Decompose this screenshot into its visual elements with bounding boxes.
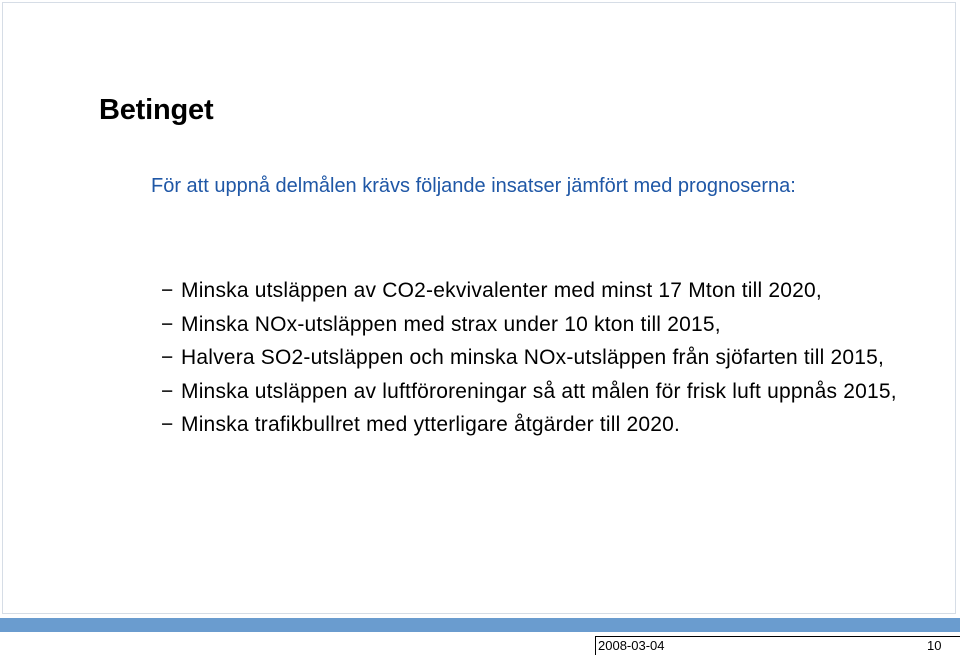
bullet-text: Minska trafikbullret med ytterligare åtgärder till 2020. <box>181 413 681 436</box>
slide-title: Betinget <box>99 94 214 126</box>
dash-bullet-icon: − <box>161 413 174 436</box>
bullet-text: Minska utsläppen av luftföroreningar så att målen för frisk luft uppnås 2015, <box>181 379 897 403</box>
bullet-text: Minska NOx-utsläppen med strax under 10 kton till 2015, <box>181 312 721 336</box>
bullet-text: Halvera SO2-utsläppen och minska NOx-utsläppen från sjöfarten till 2015, <box>181 346 885 369</box>
bullet-text: Minska utsläppen av CO2-ekvivalenter med minst 17 Mton till 2020, <box>181 279 822 302</box>
dash-bullet-icon: − <box>161 312 174 336</box>
bullet-item <box>159 311 899 340</box>
slide-intro: För att uppnå delmålen krävs följande insatser jämfört med prognoserna: <box>151 175 796 197</box>
page-number: 10 <box>927 638 942 653</box>
dash-bullet-icon: − <box>161 346 174 369</box>
bullet-item <box>159 277 899 306</box>
bullet-item <box>159 378 899 407</box>
footer-bar <box>0 618 960 632</box>
bullet-list <box>159 277 899 445</box>
dash-bullet-icon: − <box>161 279 174 302</box>
dash-bullet-icon: − <box>161 379 174 403</box>
bullet-item <box>159 411 899 440</box>
bullet-item <box>159 344 899 373</box>
footer-date: 2008-03-04 <box>598 638 665 653</box>
